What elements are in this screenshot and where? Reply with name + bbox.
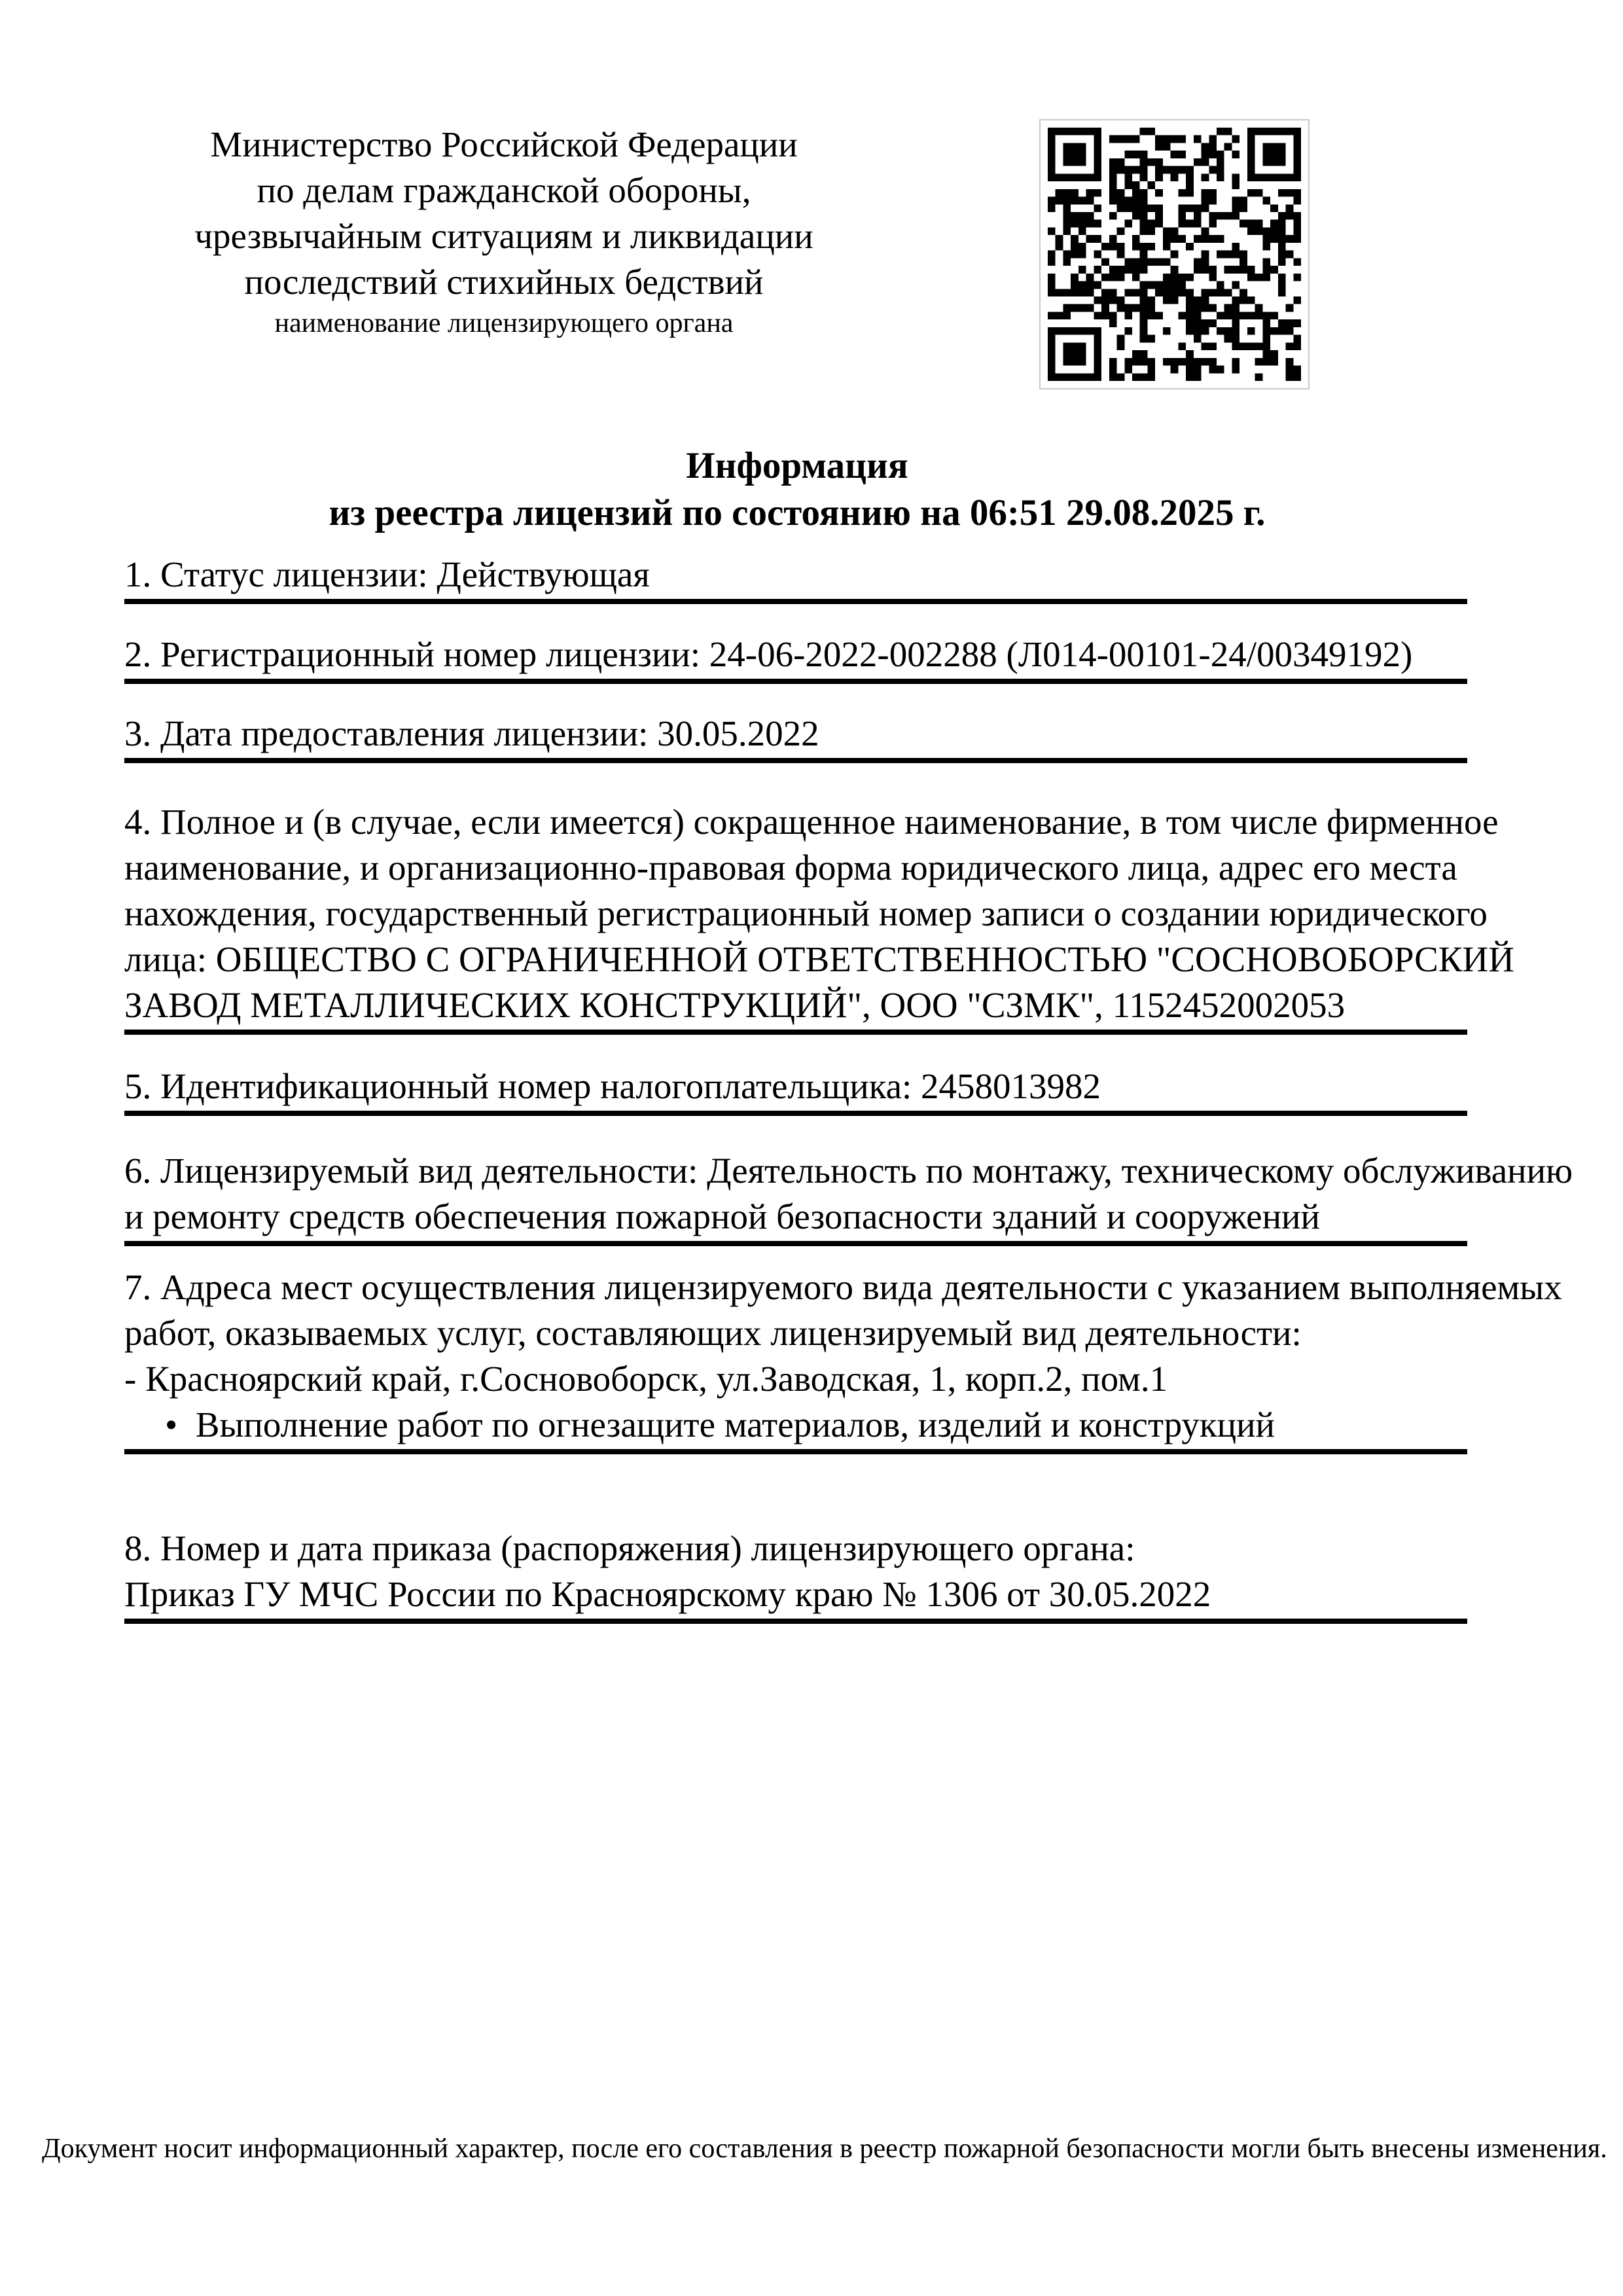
item-grant-date (124, 711, 1467, 763)
item-licensed-activity (124, 1148, 1573, 1246)
org-name-line: последствий стихийных бедствий (244, 262, 764, 302)
org-name-line: чрезвычайным ситуациям и ликвидации (194, 216, 813, 256)
fill-underline (124, 679, 1467, 684)
fill-underline (124, 1619, 1467, 1624)
fill-underline (124, 758, 1467, 763)
item-text-line: 5. Идентификационный номер налогоплательщика: 2458013982 (124, 1066, 1101, 1106)
item-text-line: наименование, и организационно-правовая форма юридического лица, адрес его места (124, 848, 1457, 888)
item-text-line: 3. Дата предоставления лицензии: 30.05.2022 (124, 713, 819, 753)
item-text-line: нахождения, государственный регистрационный номер записи о создании юридического (124, 893, 1488, 933)
item-text-line: 6. Лицензируемый вид деятельности: Деятельность по монтажу, техническому обслуживанию (124, 1151, 1573, 1191)
item-text-line: 7. Адреса мест осуществления лицензируемого вида деятельности с указанием выполняемых (124, 1267, 1562, 1307)
item-text-line: - Красноярский край, г.Сосновоборск, ул.Заводская, 1, корп.2, пом.1 (124, 1359, 1168, 1399)
item-legal-entity-name (124, 799, 1514, 1035)
item-text-line: лица: ОБЩЕСТВО С ОГРАНИЧЕННОЙ ОТВЕТСТВЕННОСТЬЮ "СОСНОВОБОРСКИЙ (124, 939, 1514, 979)
fill-underline (124, 1449, 1467, 1454)
item-registration-number (124, 632, 1467, 684)
item-text-line: 8. Номер и дата приказа (распоряжения) лицензирующего органа: (124, 1528, 1135, 1568)
document-title (124, 442, 1470, 537)
qr-code-image (1048, 128, 1301, 381)
item-license-status (124, 552, 1467, 604)
item-taxpayer-id (124, 1064, 1467, 1116)
title-line-1: Информация (686, 445, 908, 486)
item-text-line: 1. Статус лицензии: Действующая (124, 554, 650, 594)
org-name-line: Министерство Российской Федерации (210, 124, 798, 164)
item-text-line: 2. Регистрационный номер лицензии: 24-06-2022-002288 (Л014-00101-24/00349192) (124, 634, 1413, 674)
org-caption: наименование лицензирующего органа (274, 308, 734, 338)
item-activity-addresses (124, 1265, 1562, 1454)
title-line-2: из реестра лицензий по состоянию на 06:51 29.08.2025 г. (329, 492, 1266, 533)
item-order-number-date (124, 1526, 1467, 1624)
item-text-line: ЗАВОД МЕТАЛЛИЧЕСКИХ КОНСТРУКЦИЙ", ООО "СЗМК", 1152452002053 (124, 985, 1346, 1025)
licensing-authority-block (128, 122, 880, 342)
item-text-line: и ремонту средств обеспечения пожарной безопасности зданий и сооружений (124, 1196, 1320, 1236)
qr-code (1039, 119, 1310, 389)
fill-underline (124, 1111, 1467, 1116)
item-text-line: работ, оказываемых услуг, составляющих лицензируемый вид деятельности: (124, 1313, 1302, 1353)
org-name-line: по делам гражданской обороны, (257, 170, 751, 210)
item-text-line: 4. Полное и (в случае, если имеется) сокращенное наименование, в том числе фирменное (124, 802, 1499, 842)
fill-underline (124, 599, 1467, 604)
footer-disclaimer: Документ носит информационный характер, после его составления в реестр пожарной безопасности могли быть внесены изменения. (42, 2134, 1607, 2164)
item-text-line: Приказ ГУ МЧС России по Красноярскому краю № 1306 от 30.05.2022 (124, 1574, 1211, 1614)
fill-underline (124, 1030, 1467, 1035)
fill-underline (124, 1241, 1467, 1246)
item-bullet-line: • Выполнение работ по огнезащите материалов, изделий и конструкций (165, 1405, 1275, 1444)
